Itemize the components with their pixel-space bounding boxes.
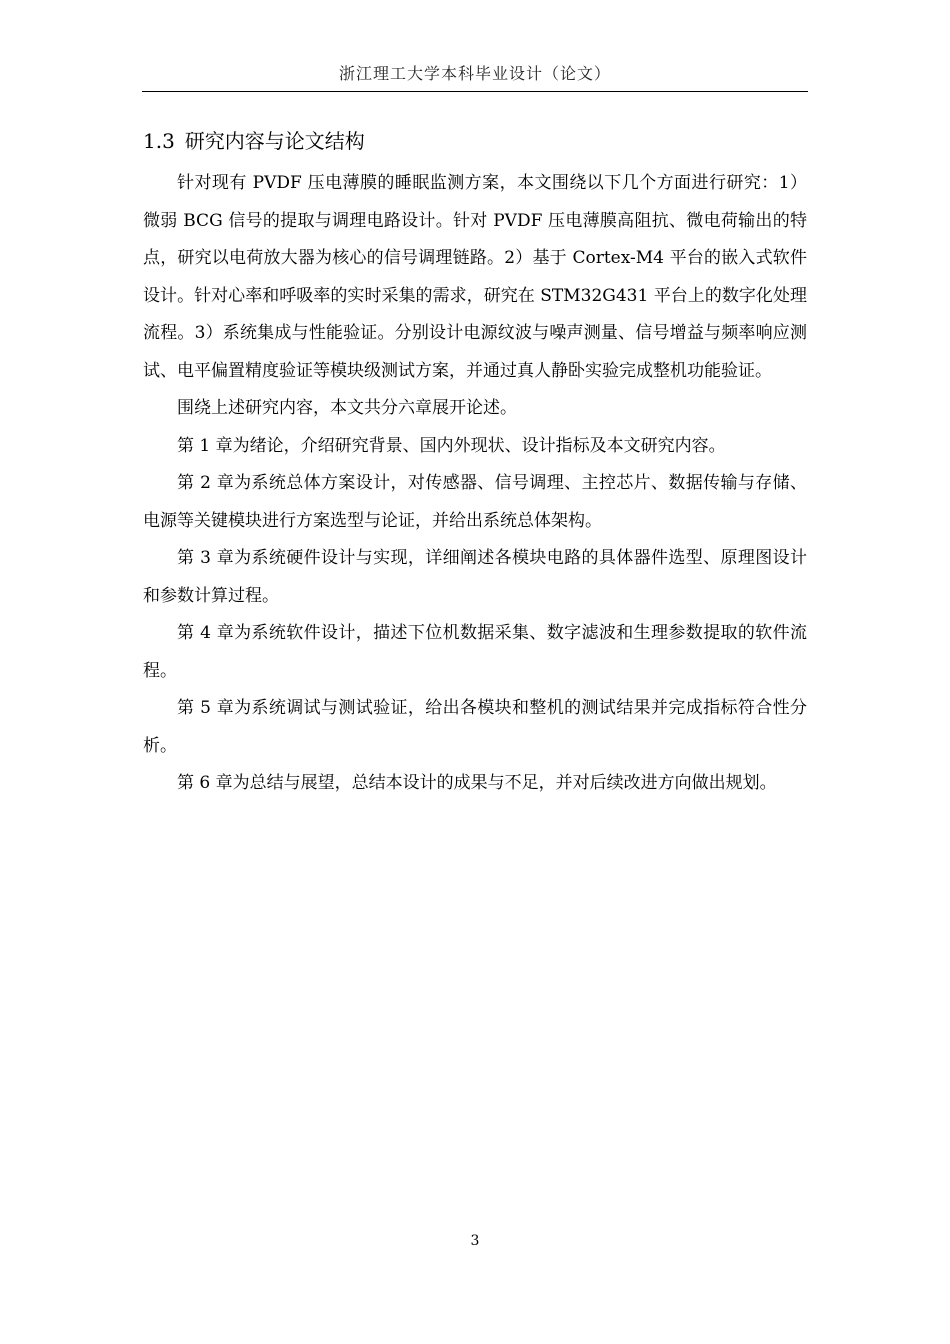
running-header: 浙江理工大学本科毕业设计（论文）	[338, 64, 611, 83]
paragraph-structure-intro: 围绕上述研究内容，本文共分六章展开论述。	[177, 398, 517, 418]
section-title: 研究内容与论文结构	[184, 129, 365, 153]
section-heading	[143, 126, 365, 156]
page-number: 3	[470, 1233, 480, 1249]
section-number: 1.3	[143, 129, 175, 153]
paragraph-chapter-4: 第 4 章为系统软件设计，描述下位机数据采集、数字滤波和生理参数提取的软件流程。	[143, 623, 807, 681]
body-text	[143, 165, 807, 803]
paragraph-chapter-1: 第 1 章为绪论，介绍研究背景、国内外现状、设计指标及本文研究内容。	[177, 435, 726, 456]
paragraph-research-content: 针对现有 PVDF 压电薄膜的睡眠监测方案，本文围绕以下几个方面进行研究：1）微弱 BCG 信号的提取与调理电路设计。针对 PVDF 压电薄膜高阻抗、微电荷输出的特点，研究以电荷放大器为核心的信号调理链路。2）基于 Cortex-M4 平台的嵌入式软件设计。针对心率和呼吸率的实时采集的需求，研究在 STM32G431 平台上的数字化处理流程。3）系统集成与性能验证。分别设计电源纹波与噪声测量、信号增益与频率响应测试、电平偏置精度验证等模块级测试方案，并通过真人静卧实验完成整机功能验证。	[143, 173, 807, 381]
paragraph-chapter-3: 第 3 章为系统硬件设计与实现，详细阐述各模块电路的具体器件选型、原理图设计和参数计算过程。	[143, 548, 807, 606]
paragraph-chapter-5: 第 5 章为系统调试与测试验证，给出各模块和整机的测试结果并完成指标符合性分析。	[143, 698, 807, 756]
paragraph-chapter-2: 第 2 章为系统总体方案设计，对传感器、信号调理、主控芯片、数据传输与存储、电源等关键模块进行方案选型与论证，并给出系统总体架构。	[143, 473, 807, 531]
paragraph-chapter-6: 第 6 章为总结与展望，总结本设计的成果与不足，并对后续改进方向做出规划。	[177, 773, 777, 793]
header-rule	[142, 91, 808, 92]
